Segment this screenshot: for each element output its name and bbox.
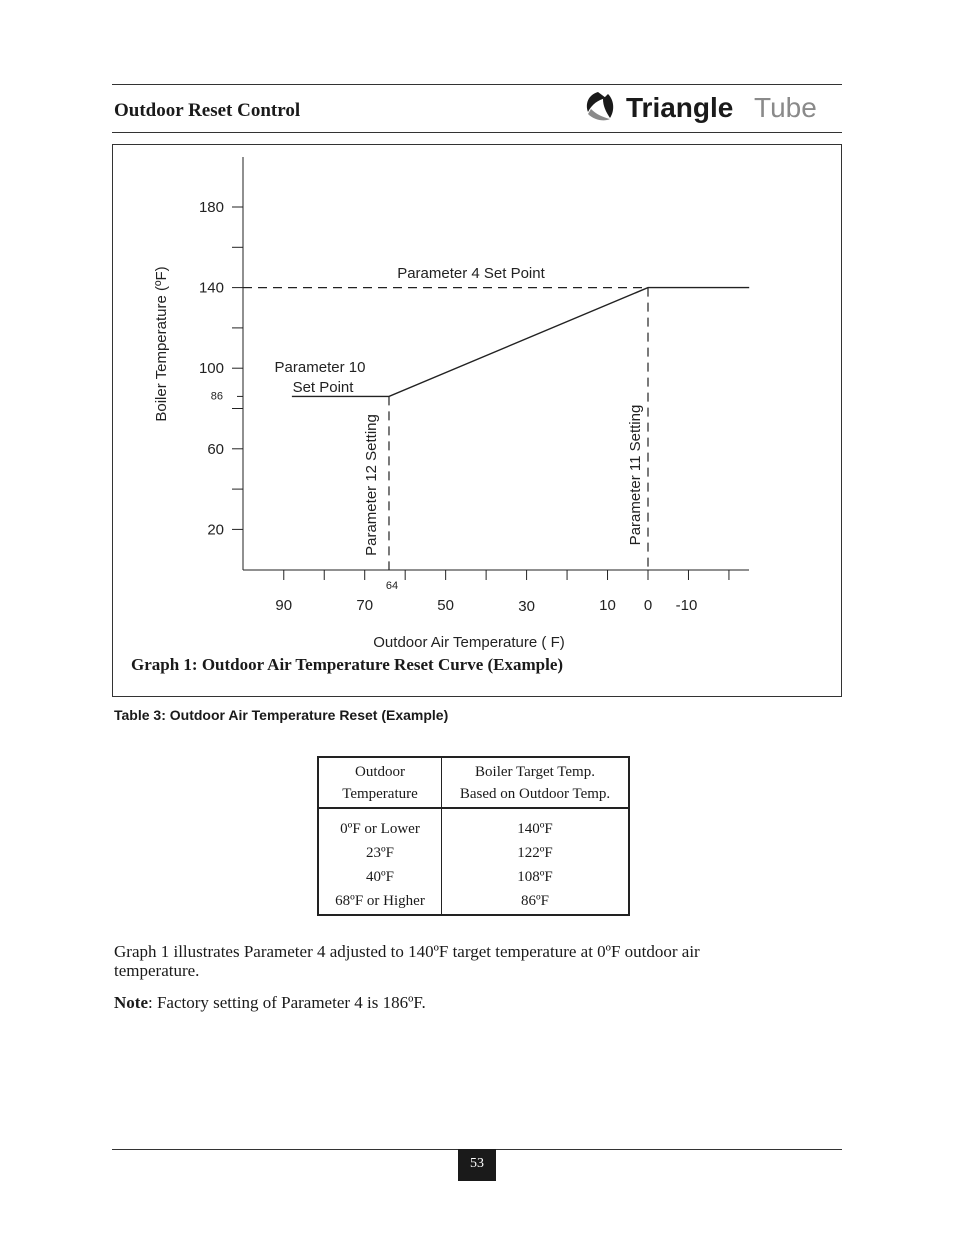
table-row	[318, 808, 629, 841]
logo-text-triangle: Triangle	[626, 92, 734, 123]
y-tick-label: 60	[207, 440, 224, 458]
note-text: : Factory setting of Parameter 4 is 186ºF.	[147, 993, 426, 1012]
header-outdoor	[318, 757, 442, 808]
body-paragraph: Graph 1 illustrates Parameter 4 adjusted to 140ºF target temperature at 0ºF outdoor air temperature.	[114, 942, 700, 980]
x-tick-label: -10	[675, 597, 698, 614]
header-boiler-line1: Boiler Target Temp.	[475, 764, 595, 780]
table-row	[318, 865, 629, 889]
y-tick-label: 140	[198, 279, 224, 297]
table-cell: 140ºF	[517, 821, 553, 837]
table-cell: 40ºF	[318, 865, 442, 889]
logo-text-tube: Tube	[754, 92, 817, 123]
x-axis-label: Outdoor Air Temperature ( F)	[373, 634, 565, 651]
page-header-title: Outdoor Reset Control	[114, 100, 301, 121]
table-cell: 108ºF	[517, 869, 553, 885]
table-cell: 68ºF or Higher	[318, 889, 442, 915]
param12-label: Parameter 12 Setting	[363, 414, 380, 556]
table-row	[318, 889, 629, 915]
table-cell: 0ºF or Lower	[318, 808, 442, 841]
triangle-tube-logo	[584, 88, 840, 126]
param11-label: Parameter 11 Setting	[627, 404, 644, 546]
table-cell: 122ºF	[517, 845, 553, 861]
note-label: Note	[114, 993, 148, 1012]
table-header-row	[318, 757, 629, 808]
x-marker-label: 64	[385, 580, 399, 592]
table-cell: 23ºF	[318, 841, 442, 865]
graph-caption: Graph 1: Outdoor Air Temperature Reset Curve (Example)	[131, 655, 564, 674]
table-caption: Table 3: Outdoor Air Temperature Reset (Example)	[114, 707, 449, 723]
x-tick-label: 0	[643, 597, 653, 614]
page-number: 53	[458, 1149, 496, 1181]
header-boiler-line2: Based on Outdoor Temp.	[459, 786, 611, 802]
header-boiler	[442, 757, 630, 808]
graph-frame	[112, 144, 842, 697]
x-tick-label: 70	[356, 597, 374, 614]
setpoint-label: Parameter 4 Set Point	[397, 265, 545, 282]
y-tick-label: 20	[207, 521, 224, 539]
x-tick-label: 10	[599, 597, 616, 614]
param10-label-line1: Parameter 10	[274, 359, 366, 376]
header-bottom-rule	[112, 132, 842, 133]
x-tick-label: 30	[518, 598, 535, 615]
reset-table	[317, 756, 630, 916]
header-outdoor-line2: Temperature	[342, 786, 418, 802]
x-tick-label: 90	[275, 597, 293, 614]
y-tick-label: 180	[198, 199, 224, 216]
table-cell: 86ºF	[521, 893, 549, 909]
header-outdoor-line1: Outdoor	[355, 764, 405, 780]
note-paragraph	[114, 993, 426, 1013]
param10-label-line2: Set Point	[292, 379, 354, 396]
header-top-rule	[112, 84, 842, 85]
y-axis-label: Boiler Temperature (ºF)	[153, 266, 170, 422]
table-row	[318, 841, 629, 865]
reset-curve-chart	[113, 145, 841, 696]
x-tick-label: 50	[437, 597, 454, 614]
y-tick-label: 100	[198, 360, 224, 378]
triangle-tube-logo-mark	[584, 88, 840, 126]
reset-curve-line	[292, 288, 749, 397]
y-tick-label: 86	[210, 390, 223, 403]
